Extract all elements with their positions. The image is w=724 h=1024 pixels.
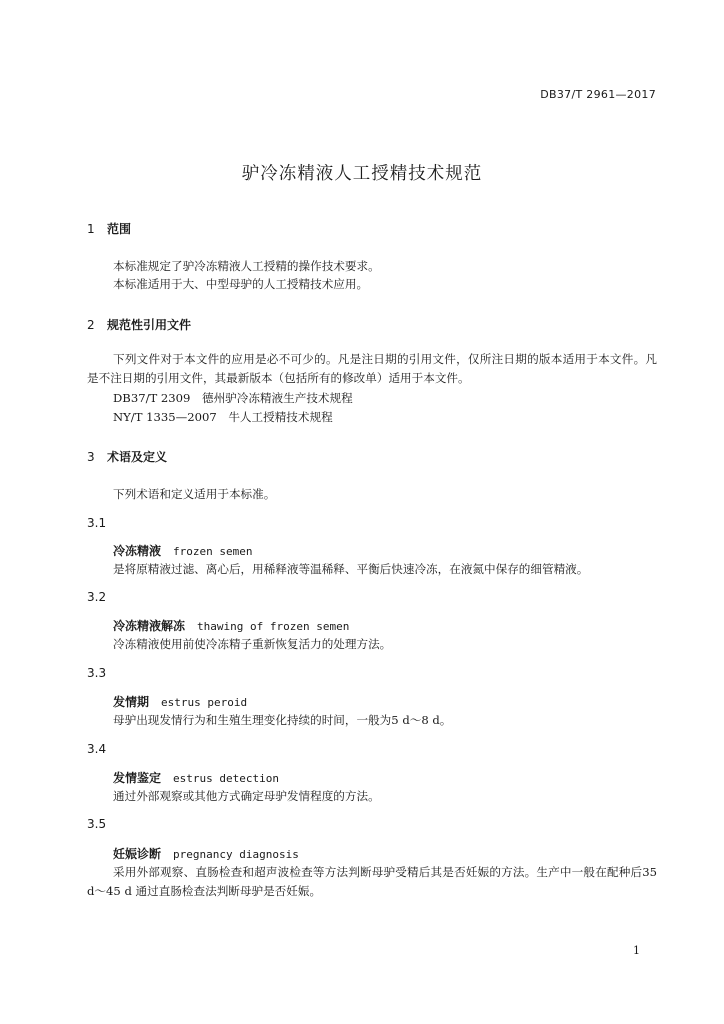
term-title [113, 693, 247, 710]
paragraph: 本标准规定了驴冷冻精液人工授精的操作技术要求。 [113, 259, 380, 273]
term-en: estrus peroid [161, 696, 248, 709]
section-heading-2 [87, 316, 191, 333]
section-heading-3 [87, 448, 167, 465]
reference-item: DB37/T 2309 德州驴冷冻精液生产技术规程 [113, 391, 353, 405]
term-number: 3.4 [87, 742, 107, 756]
document-title: 驴冷冻精液人工授精技术规范 [241, 164, 483, 184]
term-en: pregnancy diagnosis [173, 848, 299, 861]
section-number: 1 [87, 222, 95, 236]
paragraph: 下列文件对于本文件的应用是必不可少的。凡是注日期的引用文件，仅所注日期的版本适用于本文件。凡是不注日期的引用文件，其最新版本（包括所有的修改单）适用于本文件。 [87, 352, 657, 385]
term-title [113, 845, 299, 862]
term-en: thawing of frozen semen [197, 620, 350, 633]
page-number: 1 [633, 944, 640, 957]
term-zh: 发情期 [113, 695, 150, 709]
section-heading-1 [87, 220, 131, 237]
term-definition: 是将原精液过滤、离心后，用稀释液等温稀释、平衡后快速冷冻，在液氮中保存的细管精液。 [113, 562, 589, 576]
term-zh: 发情鉴定 [113, 771, 162, 785]
reference-item: NY/T 1335—2007 牛人工授精技术规程 [113, 410, 333, 424]
term-definition: 采用外部观察、直肠检查和超声波检查等方法判断母驴受精后其是否妊娠的方法。生产中一般在配种后35 d～45 d 通过直肠检查法判断母驴是否妊娠。 [87, 865, 657, 898]
term-number: 3.2 [87, 590, 107, 604]
term-number: 3.1 [87, 516, 107, 530]
term-definition: 冷冻精液使用前使冷冻精子重新恢复活力的处理方法。 [113, 637, 392, 651]
term-definition: 母驴出现发情行为和生殖生理变化持续的时间，一般为5 d～8 d。 [113, 713, 452, 727]
term-title [113, 542, 253, 559]
term-title [113, 617, 349, 634]
term-definition: 通过外部观察或其他方式确定母驴发情程度的方法。 [113, 789, 380, 803]
term-zh: 妊娠诊断 [113, 847, 162, 861]
section-number: 2 [87, 318, 95, 332]
section-title: 规范性引用文件 [107, 318, 192, 332]
section-number: 3 [87, 450, 95, 464]
section-title: 术语及定义 [107, 450, 168, 464]
term-number: 3.5 [87, 817, 107, 831]
term-number: 3.3 [87, 666, 107, 680]
paragraph: 本标准适用于大、中型母驴的人工授精技术应用。 [113, 277, 369, 291]
term-en: estrus detection [173, 772, 279, 785]
paragraph: 下列术语和定义适用于本标准。 [113, 487, 276, 501]
term-zh: 冷冻精液解冻 [113, 619, 186, 633]
term-zh: 冷冻精液 [113, 544, 162, 558]
section-title: 范围 [107, 222, 132, 236]
term-en: frozen semen [173, 545, 253, 558]
term-title [113, 769, 279, 786]
document-number: DB37/T 2961—2017 [540, 88, 656, 101]
